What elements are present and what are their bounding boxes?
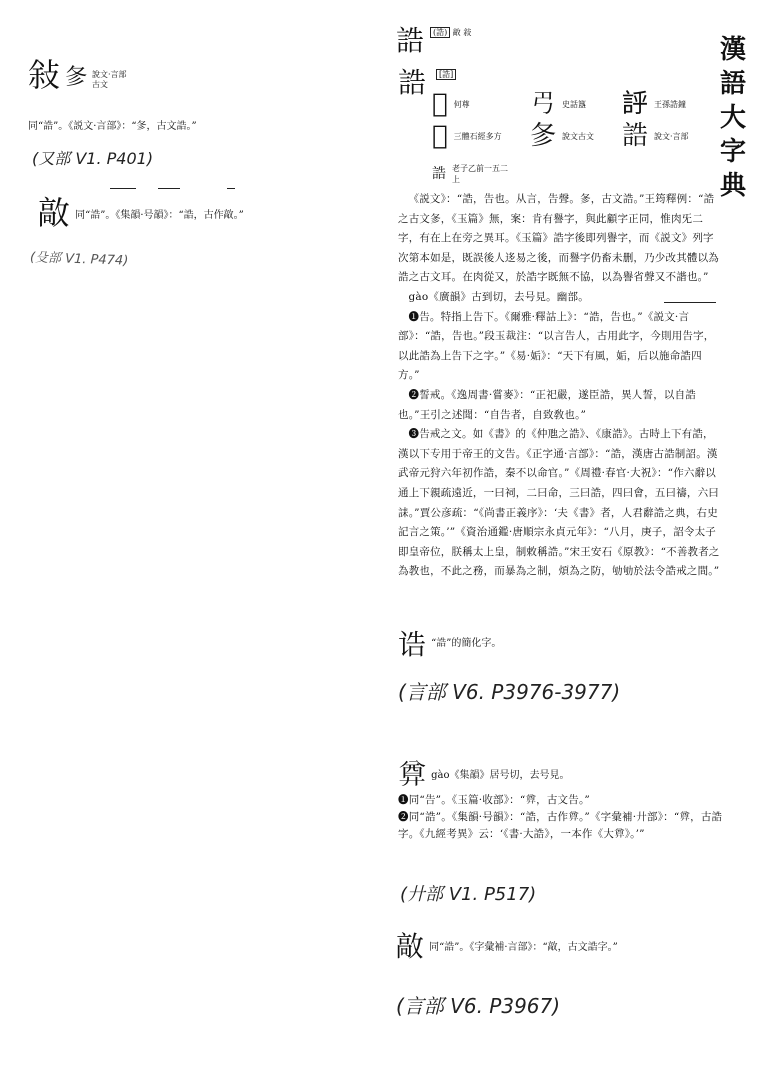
title-char: 漢 bbox=[719, 35, 746, 65]
paragraph: 《説文》：“誥，告也。从言，告聲。㣊，古文誥。”王筠釋例：“誥之古文㣊，《玉篇》無，案：肯有譽字，與此顧字正同，惟肉旡二字，有在上在旁之異耳。《玉篇》誥字後即列譽字，而《説文》列字次第本如是，既誤後人迻易之後，而譽字仍畜未删，乃少改其體以為誥之古文耳。在肉從又，於誥字既無不協，以為譽省聲又不諧也。” bbox=[398, 193, 719, 284]
head-char: 㪣 bbox=[38, 194, 71, 232]
paragraph: gào《廣韻》古到切，去号見。幽部。 bbox=[408, 290, 589, 303]
left-entry-1 bbox=[28, 58, 348, 92]
handwritten-note: (又部 V1. P401) bbox=[32, 149, 154, 168]
head-char: 敍 bbox=[28, 56, 61, 94]
ancient-form: 𠱪 何尊 bbox=[432, 89, 470, 119]
definition-text: “誥”的簡化字。 bbox=[431, 638, 502, 649]
head-char: 誥 bbox=[396, 24, 425, 57]
ancient-form: 𡕇 三體石經多方 bbox=[432, 121, 502, 151]
definition-text: 同“誥”。《集韻·号韻》：“誥，古作㪣。” bbox=[75, 210, 244, 221]
pronunciation: gào《集韻》居号切，去号見。 bbox=[431, 770, 570, 781]
divider bbox=[227, 188, 235, 189]
title-char: 字 bbox=[719, 137, 746, 167]
left-entry-2 bbox=[38, 196, 338, 230]
sense: ❷同“誥”。《集韻·号韻》：“誥，古作𢍜。”《字彙補·廾部》：“𢍜，古誥字。《九經考異》云：‘《書·大誥》，一本作《大𢍜》。’” bbox=[398, 811, 723, 840]
handwritten-note: (言部 V6. P3976-3977) bbox=[398, 680, 621, 704]
sense: ❶同“告”。《玉篇·收部》：“𢍜，古文告。” bbox=[398, 794, 590, 806]
ancient-form: 㣊 說文古文 bbox=[530, 121, 595, 151]
dictionary-title bbox=[716, 33, 750, 203]
paragraph: ❷誓戒。《逸周書·嘗麥》：“正祀嚴，遂臣誥，異人誓，以自誥也。”王引之述聞：“自告者，自致敎也。” bbox=[398, 388, 697, 421]
source-ref: 說文·言部 古文 bbox=[92, 70, 127, 89]
handwritten-note: (廾部 V1. P517) bbox=[400, 884, 537, 905]
handwritten-note: (殳部 V1. P474) bbox=[29, 250, 129, 269]
ancient-form: 𧦝 王孫誥鐘 bbox=[622, 89, 687, 119]
definition-text: 同“誥”。《説文·言部》：“㣊，古文誥。” bbox=[28, 121, 197, 132]
forms-label: [誥] bbox=[436, 70, 456, 80]
entry-gao bbox=[398, 760, 728, 843]
divider bbox=[158, 188, 180, 189]
entry-last bbox=[396, 932, 726, 962]
simplified-entry bbox=[398, 630, 501, 660]
entry-body bbox=[398, 190, 720, 582]
variant-label: (誥) 㪣 敍 bbox=[430, 28, 471, 38]
divider bbox=[110, 188, 136, 189]
ancient-form: 𢎟 史話簋 bbox=[530, 89, 587, 119]
definition-text: 同“誥”。《字彙補·言部》：“㪣，古文誥字。” bbox=[429, 942, 618, 953]
paragraph: ❶告。特指上告下。《爾雅·釋詁上》：“誥，告也。”《説文·言部》：“誥，告也。”段玉裁注：“以言告人，古用此字，今則用告字，以此誥為上告下之字。”《易·姤》：“天下有風，姤，后以施命誥四方。” bbox=[398, 310, 715, 382]
ancient-form: 誥 說文·言部 bbox=[622, 121, 689, 151]
seal-char: 㣊 bbox=[65, 65, 88, 90]
head-char: 㪣 bbox=[396, 930, 425, 963]
divider bbox=[664, 302, 716, 303]
paragraph: ❸告戒之文。如《書》的《仲虺之誥》、《康誥》。古時上下有誥，漢以下专用于帝王的文告。《正字通·言部》：“誥，漢唐古誥制詔。漢武帝元狩六年初作誥，秦不以命官。”《周禮·春官·大祝》：“作六辭以通上下親疏遠近，一曰祠，二曰命，三曰誥，四曰會，五曰禱，六曰誄。”賈公彦疏：“《尚書正義序》：‘夫《書》者，人君辭誥之典，右史記言之策。’”《資治通鑑·唐順宗永貞元年》：“八月，庚子，詔令太子即皇帝位，朕稱太上皇，制敕稱誥。”宋王安石《原教》：“不善教者之為教也，不此之務，而暴為之制，煩為之防，劬劬於法令誥戒之間。” bbox=[398, 428, 720, 578]
title-char: 大 bbox=[719, 103, 746, 133]
ancient-form: 誥 老子乙前一五二上 bbox=[432, 164, 508, 184]
handwritten-note: (言部 V6. P3967) bbox=[396, 994, 561, 1018]
head-char: 诰 bbox=[398, 628, 427, 661]
head-char: 𢍜 bbox=[398, 758, 427, 791]
title-char: 語 bbox=[719, 69, 746, 99]
head-char-repeat: 誥 bbox=[398, 66, 427, 99]
title-char: 典 bbox=[719, 171, 746, 201]
